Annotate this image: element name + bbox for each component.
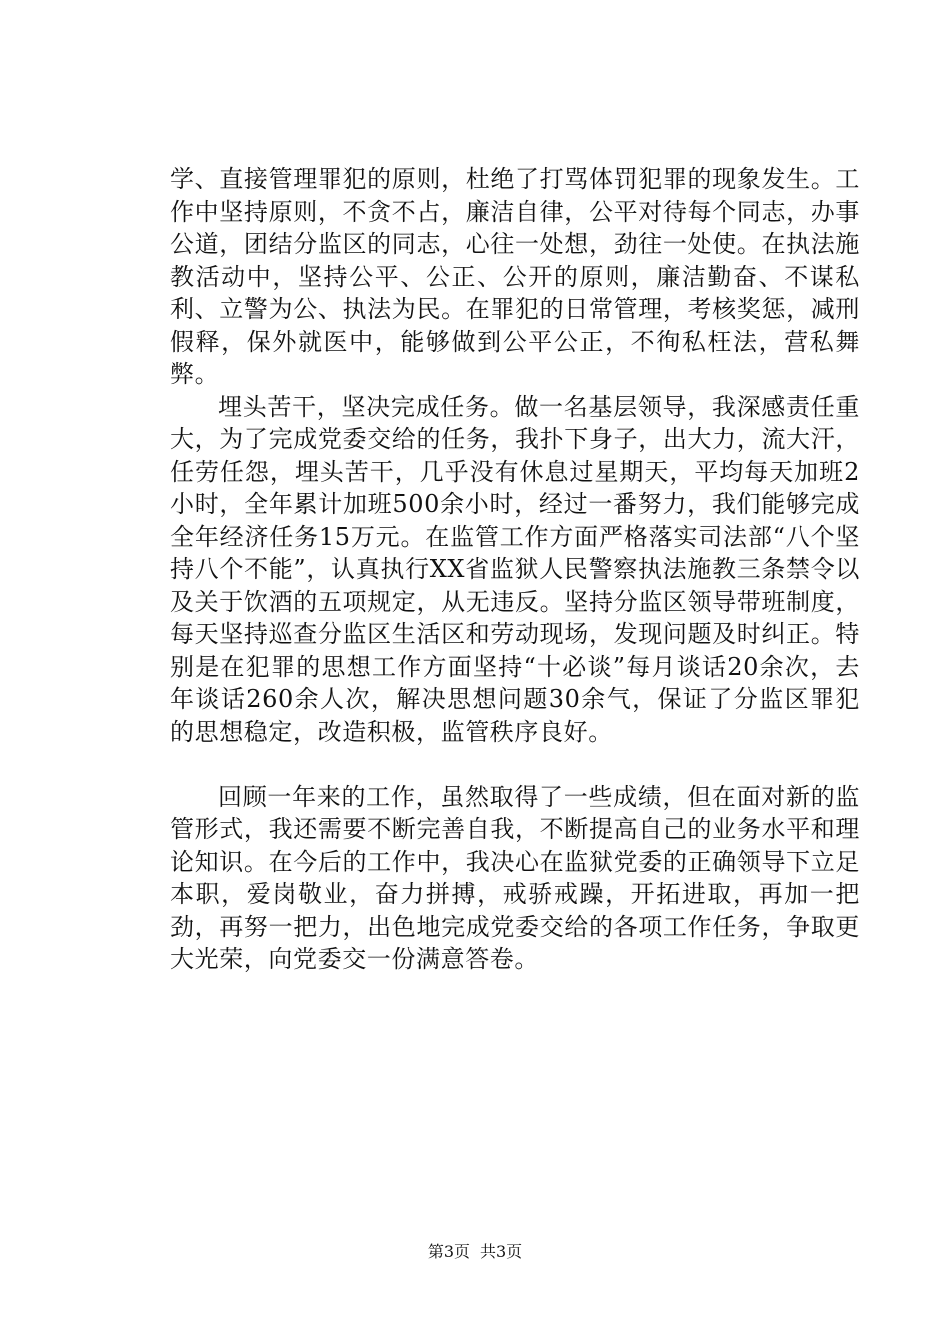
page-total: 共3页: [480, 1242, 523, 1261]
paragraph-continuation: 学、直接管理罪犯的原则，杜绝了打骂体罚犯罪的现象发生。工作中坚持原则，不贪不占，廉洁自律，公平对待每个同志，办事公道，团结分监区的同志，心往一处想，劲往一处使。在执法施教活动中，坚持公平、公正、公开的原则，廉洁勤奋、不谋私利、立警为公、执法为民。在罪犯的日常管理，考核奖惩，减刑假释，保外就医中，能够做到公平公正，不徇私枉法，营私舞弊。: [170, 165, 860, 388]
paragraph-hard-work: 埋头苦干，坚决完成任务。做一名基层领导，我深感责任重大，为了完成党委交给的任务，我扑下身子，出大力，流大汗，任劳任怨，埋头苦干，几乎没有休息过星期天，平均每天加班2小时，全年累计加班500余小时，经过一番努力，我们能够完成全年经济任务15万元。在监管工作方面严格落实司法部“八个坚持八个不能”，认真执行XX省监狱人民警察执法施教三条禁令以及关于饮酒的五项规定，从无违反。坚持分监区领导带班制度，每天坚持巡查分监区生活区和劳动现场，发现问题及时纠正。特别是在犯罪的思想工作方面坚持“十必谈”每月谈话20余次，去年谈话260余人次，解决思想问题30余气，保证了分监区罪犯的思想稳定，改造积极，监管秩序良好。: [170, 392, 860, 746]
document-body: [170, 163, 860, 976]
page-number: 第3页: [427, 1242, 470, 1261]
page-footer: [0, 1242, 950, 1262]
paragraph-review: 回顾一年来的工作，虽然取得了一些成绩，但在面对新的监管形式，我还需要不断完善自我，不断提高自己的业务水平和理论知识。在今后的工作中，我决心在监狱党委的正确领导下立足本职，爱岗敬业，奋力拼搏，戒骄戒躁，开拓进取，再加一把劲，再努一把力，出色地完成党委交给的各项工作任务，争取更大光荣，向党委交一份满意答卷。: [170, 782, 860, 973]
